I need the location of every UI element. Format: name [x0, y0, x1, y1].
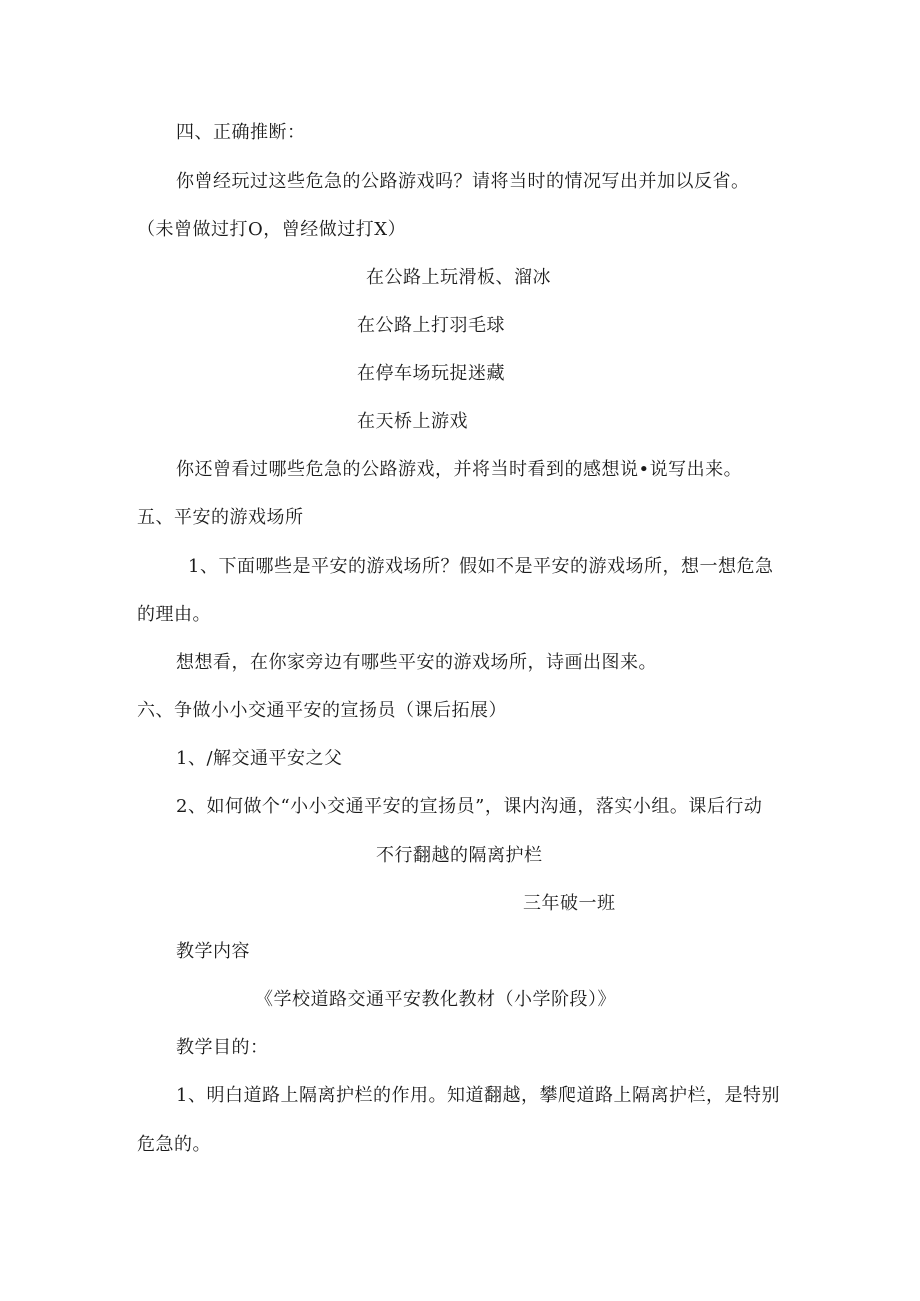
paragraph-line: 教学目的：	[176, 1037, 269, 1058]
textbook-title: 《学校道路交通平安教化教材（小学阶段）》	[255, 989, 616, 1010]
lesson-title: 不行翻越的隔离护栏	[376, 845, 543, 866]
paragraph-line: 的理由。	[137, 604, 211, 625]
paragraph-line: 你曾经玩过这些危急的公路游戏吗？请将当时的情况写出并加以反省。	[176, 171, 750, 192]
paragraph-line: 你还曾看过哪些危急的公路游戏，并将当时看到的感想说•说写出来。	[176, 459, 743, 480]
section-heading-5: 五、平安的游戏场所	[137, 507, 304, 528]
paragraph-line: 教学内容	[176, 941, 250, 962]
paragraph-line: 1、/解交通平安之父	[176, 748, 343, 769]
list-item: 在公路上打羽毛球	[357, 315, 505, 336]
paragraph-line: 1、明白道路上隔离护栏的作用。知道翻越，攀爬道路上隔离护栏，是特别	[176, 1085, 780, 1106]
paragraph-line: 2、如何做个“小小交通平安的宣扬员”，课内沟通，落实小组。课后行动	[176, 796, 763, 817]
list-item: 在停车场玩捉迷藏	[357, 363, 505, 384]
paragraph-line: 1、下面哪些是平安的游戏场所？假如不是平安的游戏场所，想一想危急	[188, 556, 774, 577]
paragraph-line: （未曾做过打O，曾经做过打X）	[137, 219, 407, 240]
section-heading-6: 六、争做小小交通平安的宣扬员（课后拓展）	[137, 700, 507, 721]
class-name: 三年破一班	[523, 893, 616, 914]
paragraph-line: 危急的。	[137, 1134, 211, 1155]
list-item: 在公路上玩滑板、溜冰	[366, 267, 551, 288]
section-heading-4: 四、正确推断：	[176, 122, 306, 143]
paragraph-line: 想想看，在你家旁边有哪些平安的游戏场所，诗画出图来。	[176, 652, 657, 673]
list-item: 在天桥上游戏	[357, 411, 468, 432]
